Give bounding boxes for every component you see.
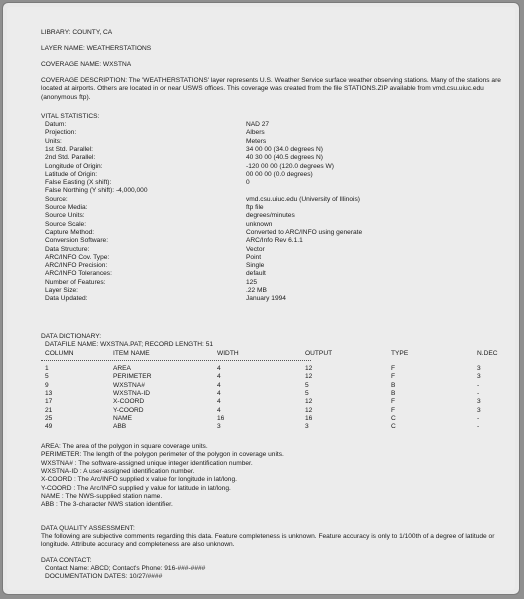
metadata-document bbox=[7, 7, 515, 590]
library-line: LIBRARY: COUNTY, CA bbox=[41, 29, 113, 36]
vital-statistic-row bbox=[41, 121, 481, 129]
vital-statistic-key: Source Media: bbox=[45, 204, 88, 211]
n-dec-value: 3 bbox=[477, 406, 481, 414]
width-value: 4 bbox=[217, 373, 221, 381]
vital-statistic-key: ARC/INFO Cov. Type: bbox=[45, 253, 110, 261]
vital-statistic-row bbox=[41, 163, 481, 171]
vital-statistic-key: Source Units: bbox=[45, 212, 85, 220]
documentation-dates-line: DOCUMENTATION DATES: 10/27/#### bbox=[45, 573, 163, 580]
vital-statistic-key: Source: bbox=[45, 195, 68, 203]
width-value: 3 bbox=[217, 423, 221, 431]
vital-statistic-key: 2nd Std. Parallel: bbox=[45, 154, 96, 162]
vital-statistic-value: .22 MB bbox=[246, 287, 267, 294]
item-name-value: PERIMETER bbox=[113, 373, 152, 381]
contact-line: Contact Name: ABCD; Contact's Phone: 916-###-#### bbox=[45, 565, 206, 572]
n-dec-value: 3 bbox=[477, 373, 481, 381]
header-divider bbox=[41, 360, 311, 361]
type-value: F bbox=[391, 373, 396, 381]
width-value: 16 bbox=[217, 414, 225, 422]
column-value: 5 bbox=[45, 373, 49, 381]
vital-statistic-value: Point bbox=[246, 253, 262, 261]
vital-statistic-key: Data Structure: bbox=[45, 245, 90, 253]
vital-statistic-row bbox=[41, 295, 481, 303]
data-contact-heading: DATA CONTACT: bbox=[41, 557, 92, 564]
table-row bbox=[41, 407, 491, 415]
vital-statistic-value: Single bbox=[246, 262, 265, 270]
vital-statistic-value: unknown bbox=[246, 220, 273, 228]
vital-statistic-value: Albers bbox=[246, 129, 265, 137]
vital-statistic-value: 00 00 00 (0.0 degrees) bbox=[246, 170, 313, 178]
vital-statistic-key: False Northing (Y shift): -4,000,000 bbox=[45, 187, 148, 195]
type-value: F bbox=[391, 398, 396, 406]
vital-statistic-row bbox=[41, 287, 481, 295]
item-name-value: NAME bbox=[113, 414, 133, 422]
vital-statistic-key: Longitude of Origin: bbox=[45, 162, 103, 170]
output-header: OUTPUT bbox=[305, 350, 333, 357]
vital-statistic-key: Units: bbox=[45, 137, 62, 145]
item-definition: ABB : The 3-character NWS station identifier. bbox=[41, 501, 173, 509]
table-row bbox=[41, 415, 491, 423]
n-dec-header: N.DEC bbox=[477, 350, 498, 357]
data-dictionary-header-row bbox=[41, 350, 498, 358]
vital-statistic-row bbox=[41, 246, 481, 254]
width-value: 4 bbox=[217, 365, 221, 372]
vital-statistic-key: ARC/INFO Tolerances: bbox=[45, 270, 112, 278]
item-name-value: WXSTNA# bbox=[113, 381, 145, 389]
output-value: 12 bbox=[305, 398, 313, 406]
vital-statistic-value: Vector bbox=[246, 245, 265, 253]
item-name-value: WXSTNA-ID bbox=[113, 389, 150, 397]
vital-statistic-row bbox=[41, 138, 481, 146]
vital-statistic-row bbox=[41, 154, 481, 162]
item-definition: X-COORD : The Arc/INFO supplied x value for longitude in lat/long. bbox=[41, 476, 237, 484]
item-name-value: AREA bbox=[113, 365, 131, 372]
type-value: B bbox=[391, 381, 396, 389]
column-value: 1 bbox=[45, 365, 49, 372]
type-value: C bbox=[391, 414, 396, 422]
vital-statistic-row bbox=[41, 254, 481, 262]
vital-statistic-key: Number of Features: bbox=[45, 278, 106, 286]
vital-statistic-value: Converted to ARC/INFO using generate bbox=[246, 228, 363, 236]
vital-statistic-value: -120 00 00 (120.0 degrees W) bbox=[246, 162, 334, 170]
vital-statistic-value: default bbox=[246, 270, 266, 278]
n-dec-value: 3 bbox=[477, 365, 481, 372]
output-value: 3 bbox=[305, 423, 309, 431]
table-row bbox=[41, 373, 491, 381]
n-dec-value: 3 bbox=[477, 398, 481, 406]
vital-statistic-row bbox=[41, 270, 481, 278]
output-value: 12 bbox=[305, 365, 313, 372]
column-value: 17 bbox=[45, 398, 53, 406]
item-definition: WXSTNA# : The software-assigned unique integer identification number. bbox=[41, 459, 253, 467]
vital-statistic-row bbox=[41, 179, 481, 187]
table-row bbox=[41, 365, 491, 373]
type-header: TYPE bbox=[391, 350, 409, 357]
type-value: F bbox=[391, 365, 396, 372]
vital-statistic-key: Capture Method: bbox=[45, 228, 95, 236]
vital-statistic-key: Datum: bbox=[45, 121, 67, 128]
type-value: F bbox=[391, 406, 396, 414]
vital-statistic-key: ARC/INFO Precision: bbox=[45, 262, 108, 270]
window-frame bbox=[2, 2, 520, 595]
vital-statistic-row bbox=[41, 262, 481, 270]
vital-statistic-key: Latitude of Origin: bbox=[45, 170, 98, 178]
output-value: 12 bbox=[305, 373, 313, 381]
coverage-description: COVERAGE DESCRIPTION: The 'WEATHERSTATIONS' layer represents U.S. Weather Service surface weather observing stations. Many of the stations are located at airports. Others are located in or near USWS offices. This coverage was created from the file STATIONS.ZIP available from vmd.csu.uiuc.edu (anonymous ftp). bbox=[41, 77, 501, 101]
vital-statistic-row bbox=[41, 204, 481, 212]
item-definition: Y-COORD : The Arc/INFO supplied y value for latitude in lat/long. bbox=[41, 484, 231, 492]
vital-statistic-value: vmd.csu.uiuc.edu (University of Illinois) bbox=[246, 195, 360, 203]
vital-statistics-heading: VITAL STATISTICS: bbox=[41, 113, 100, 120]
vital-statistic-key: Conversion Software: bbox=[45, 237, 109, 245]
vital-statistic-value: ftp file bbox=[246, 204, 264, 211]
table-row bbox=[41, 390, 491, 398]
table-row bbox=[41, 423, 491, 431]
vital-statistic-row bbox=[41, 196, 481, 204]
n-dec-value: - bbox=[477, 389, 480, 397]
table-row bbox=[41, 398, 491, 406]
vital-statistic-row bbox=[41, 146, 481, 154]
type-value: C bbox=[391, 423, 396, 431]
vital-statistic-row bbox=[41, 237, 481, 245]
vital-statistic-value: NAD 27 bbox=[246, 121, 270, 128]
vital-statistic-value: 34 00 00 (34.0 degrees N) bbox=[246, 145, 323, 153]
type-value: B bbox=[391, 389, 396, 397]
vital-statistic-value: 40 30 00 (40.5 degrees N) bbox=[246, 154, 323, 162]
datafile-line: DATAFILE NAME: WXSTNA.PAT; RECORD LENGTH: 51 bbox=[45, 341, 214, 348]
output-value: 16 bbox=[305, 414, 313, 422]
column-value: 21 bbox=[45, 406, 53, 414]
vital-statistic-key: False Easting (X shift): bbox=[45, 179, 112, 187]
column-value: 9 bbox=[45, 381, 49, 389]
item-definition: PERIMETER: The length of the polygon perimeter of the polygon in coverage units. bbox=[41, 451, 284, 459]
n-dec-value: - bbox=[477, 414, 480, 422]
vital-statistic-key: Source Scale: bbox=[45, 220, 87, 228]
item-name-header: ITEM NAME bbox=[113, 350, 150, 357]
column-value: 49 bbox=[45, 423, 53, 431]
width-value: 4 bbox=[217, 381, 221, 389]
n-dec-value: - bbox=[477, 423, 480, 431]
vital-statistic-value: 0 bbox=[246, 179, 250, 187]
vital-statistic-row bbox=[41, 212, 481, 220]
vital-statistic-key: Layer Size: bbox=[45, 287, 78, 294]
vital-statistic-value: 125 bbox=[246, 278, 258, 286]
item-name-value: ABB bbox=[113, 423, 127, 431]
column-value: 25 bbox=[45, 414, 53, 422]
item-name-value: Y-COORD bbox=[113, 406, 144, 414]
data-quality-heading: DATA QUALITY ASSESSMENT: bbox=[41, 525, 135, 532]
vital-statistic-row bbox=[41, 229, 481, 237]
vital-statistic-value: ARC/Info Rev 6.1.1 bbox=[246, 237, 303, 245]
item-definition: WXSTNA-ID : A user-assigned identification number. bbox=[41, 467, 195, 475]
vital-statistic-row bbox=[41, 221, 481, 229]
vital-statistic-row bbox=[41, 129, 481, 137]
column-value: 13 bbox=[45, 389, 53, 397]
width-value: 4 bbox=[217, 389, 221, 397]
width-value: 4 bbox=[217, 398, 221, 406]
vital-statistic-row bbox=[41, 279, 481, 287]
vital-statistic-value: degrees/minutes bbox=[246, 212, 295, 220]
output-value: 12 bbox=[305, 406, 313, 414]
output-value: 5 bbox=[305, 381, 309, 389]
column-header: COLUMN bbox=[45, 350, 74, 357]
item-name-value: X-COORD bbox=[113, 398, 145, 406]
vital-statistic-row bbox=[41, 187, 481, 195]
n-dec-value: - bbox=[477, 381, 480, 389]
data-quality-text: The following are subjective comments regarding this data. Feature completeness is unknown. Feature accuracy is only to 1/100th of a degree of latitude or longitude. Attribute accuracy and completeness are also unknown. bbox=[41, 533, 495, 549]
layer-name-line: LAYER NAME: WEATHERSTATIONS bbox=[41, 45, 152, 52]
width-value: 4 bbox=[217, 406, 221, 414]
coverage-name-line: COVERAGE NAME: WXSTNA bbox=[41, 61, 132, 68]
width-header: WIDTH bbox=[217, 350, 239, 357]
table-row bbox=[41, 382, 491, 390]
output-value: 5 bbox=[305, 389, 309, 397]
vital-statistic-row bbox=[41, 171, 481, 179]
vital-statistic-key: Data Updated: bbox=[45, 295, 88, 303]
vital-statistic-value: January 1994 bbox=[246, 295, 286, 303]
item-definition: AREA: The area of the polygon in square coverage units. bbox=[41, 443, 208, 450]
vital-statistic-key: 1st Std. Parallel: bbox=[45, 145, 94, 153]
vital-statistic-key: Projection: bbox=[45, 129, 77, 137]
data-dictionary-heading: DATA DICTIONARY: bbox=[41, 333, 102, 340]
vital-statistic-value: Meters bbox=[246, 137, 267, 145]
item-definition: NAME : The NWS-supplied station name. bbox=[41, 492, 163, 500]
